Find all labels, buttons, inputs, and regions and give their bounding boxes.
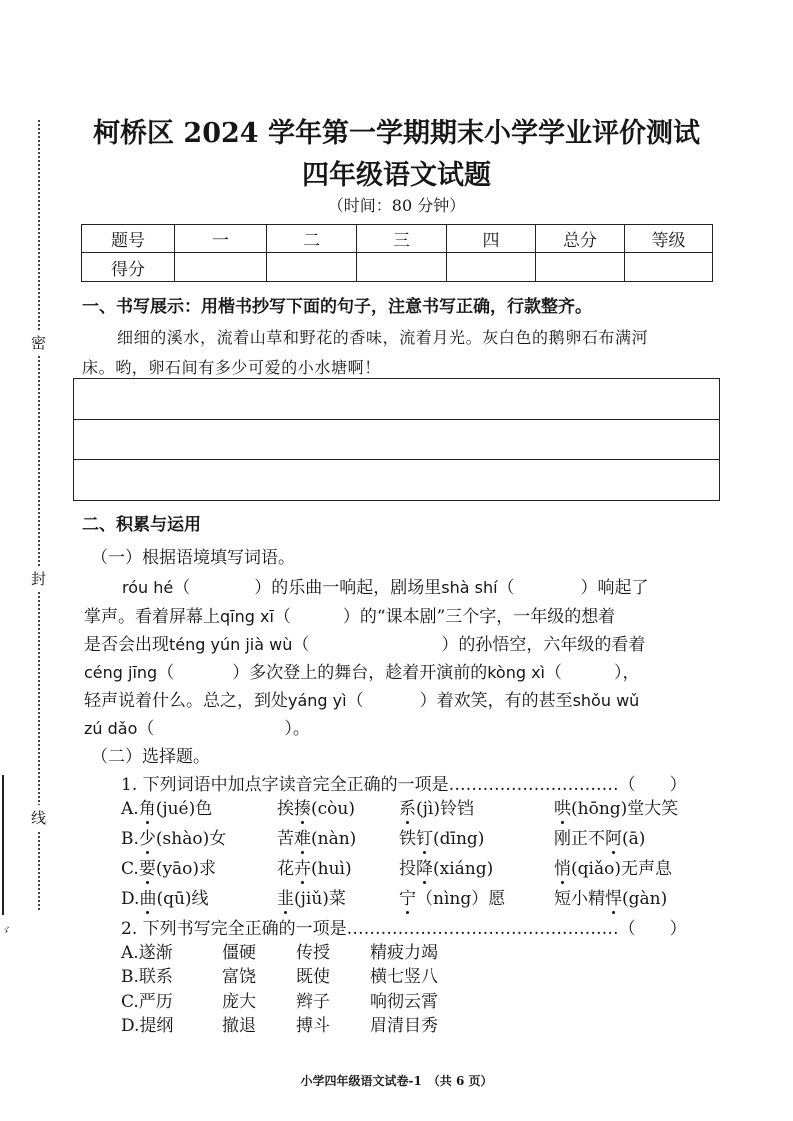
pinyin: qīng xī xyxy=(220,607,274,626)
dotted-char: 要 xyxy=(139,854,156,879)
score-header-cell: 二 xyxy=(267,225,357,253)
score-header-cell: 四 xyxy=(447,225,536,253)
q1-option-word: 短小精悍(gàn) xyxy=(554,884,667,909)
passage-line: 床。哟，卵石间有多少可爱的小水塘啊！ xyxy=(82,358,381,377)
pinyin: róu hé xyxy=(122,578,174,597)
score-header-row xyxy=(82,225,713,253)
score-cell[interactable] xyxy=(447,253,536,282)
score-row-label: 得分 xyxy=(82,253,175,282)
score-header-cell: 等级 xyxy=(625,225,713,253)
pinyin: shà shí xyxy=(441,578,498,597)
fill-line: 轻声说着什么。总之，到处yáng yì（ ）着欢笑，有的甚至shǒu wǔ xyxy=(84,691,640,711)
dotted-char: 降 xyxy=(416,854,433,879)
dotted-char: 难 xyxy=(294,824,311,849)
q1-option-word: 宁（nìng）愿 xyxy=(399,884,505,909)
fill-line: céng jīng（ ）多次登上的舞台，趁着开演前的kòng xì（ ）， xyxy=(84,663,640,683)
q2-word: 眉清目秀 xyxy=(370,1016,438,1036)
q2-word: 庞大 xyxy=(222,992,256,1012)
part2-heading: 二、积累与运用 xyxy=(82,515,201,535)
score-table xyxy=(81,224,713,282)
edge-bar xyxy=(2,775,4,915)
question-1-stem: 1. 下列词语中加点字读音完全正确的一项是…………………………（ ） xyxy=(121,775,687,795)
pinyin: céng jīng xyxy=(84,663,158,682)
score-value-row xyxy=(82,253,713,282)
dotted-char: 韭 xyxy=(277,884,294,909)
writing-line xyxy=(74,419,719,420)
q1-option-word: 刚正不阿(ā) xyxy=(554,824,645,849)
q2-option-d[interactable]: D.提纲 xyxy=(121,1016,174,1036)
q2-word: 传授 xyxy=(296,943,330,963)
dotted-char: 悄 xyxy=(554,854,571,879)
score-cell[interactable] xyxy=(357,253,447,282)
fill-line: zú dǎo（ ）。 xyxy=(84,719,310,739)
q1-option-word: 系(jì)铃铛 xyxy=(399,794,474,819)
q2-word: 响彻云霄 xyxy=(370,992,438,1012)
pinyin: shǒu wǔ xyxy=(572,691,640,710)
exam-title: 柯桥区 2024 学年第一学期期末小学学业评价测试 xyxy=(93,118,700,149)
copy-writing-area[interactable] xyxy=(73,378,720,501)
sub-heading-fill: （一）根据语境填写词语。 xyxy=(91,548,295,568)
part1-heading: 一、书写展示：用楷书抄写下面的句子，注意书写正确，行款整齐。 xyxy=(82,297,592,317)
seal-char-xian: 线 xyxy=(31,805,46,830)
dotted-char: 阿 xyxy=(605,824,622,849)
dotted-char: 角 xyxy=(139,794,156,819)
q2-word: 精疲力竭 xyxy=(370,943,438,963)
q2-word: 辫子 xyxy=(296,992,330,1012)
q2-word: 横七竖八 xyxy=(370,967,438,987)
pinyin: yáng yì xyxy=(288,691,347,710)
q2-word: 富饶 xyxy=(222,967,256,987)
pinyin: téng yún jià wù xyxy=(169,635,293,654)
fill-line: 掌声。看着屏幕上qīng xī（ ）的“课本剧”三个字，一年级的想着 xyxy=(84,607,616,627)
sub-heading-choice: （二）选择题。 xyxy=(91,747,210,767)
q2-option-c[interactable]: C.严历 xyxy=(121,992,173,1012)
edge-mark: ゞ xyxy=(0,924,11,937)
fill-line: 是否会出现téng yún jià wù（ ）的孙悟空，六年级的看着 xyxy=(84,635,646,655)
q1-option-word: 挨揍(còu) xyxy=(277,794,355,819)
dotted-char: 哄 xyxy=(554,794,571,819)
score-header-cell: 总分 xyxy=(536,225,625,253)
q1-option-b[interactable]: B.少(shào)女 xyxy=(121,824,226,849)
binding-dotted-line xyxy=(38,120,40,910)
q2-word: 搏斗 xyxy=(296,1016,330,1036)
pinyin: zú dǎo xyxy=(84,719,138,738)
fill-line: róu hé（ ）的乐曲一响起，剧场里shà shí（ ）响起了 xyxy=(122,578,649,598)
dotted-char: 宁 xyxy=(399,884,416,909)
score-cell[interactable] xyxy=(267,253,357,282)
q2-word: 撤退 xyxy=(222,1016,256,1036)
q1-option-c[interactable]: C.要(yāo)求 xyxy=(121,854,216,879)
q1-option-word: 哄(hōng)堂大笑 xyxy=(554,794,678,819)
dotted-char: 少 xyxy=(139,824,156,849)
seal-char-feng: 封 xyxy=(31,566,46,591)
q2-option-a[interactable]: A.遂渐 xyxy=(121,943,173,963)
q1-option-word: 悄(qiǎo)无声息 xyxy=(554,854,672,879)
dotted-char: 钉 xyxy=(416,824,433,849)
question-2-stem: 2. 下列书写完全正确的一项是…………………………………………（ ） xyxy=(121,919,687,939)
q1-option-word: 花卉(huì) xyxy=(277,854,352,879)
dotted-char: 曲 xyxy=(139,884,156,909)
dotted-char: 揍 xyxy=(294,794,311,819)
score-header-cell: 题号 xyxy=(82,225,175,253)
score-cell[interactable] xyxy=(536,253,625,282)
pinyin: kòng xì xyxy=(487,663,545,682)
q1-option-word: 投降(xiáng) xyxy=(399,854,493,879)
q2-option-b[interactable]: B.联系 xyxy=(121,967,173,987)
dotted-char: 悍 xyxy=(605,884,622,909)
q1-option-d[interactable]: D.曲(qū)线 xyxy=(121,884,209,909)
writing-line xyxy=(74,459,719,460)
q2-word: 僵硬 xyxy=(222,943,256,963)
score-cell[interactable] xyxy=(175,253,267,282)
dotted-char: 系 xyxy=(399,794,416,819)
q2-word: 既使 xyxy=(296,967,330,987)
exam-subtitle: 四年级语文试题 xyxy=(302,160,491,191)
passage-line: 细细的溪水，流着山草和野花的香味，流着月光。灰白色的鹅卵石布满河 xyxy=(117,328,649,347)
score-header-cell: 三 xyxy=(357,225,447,253)
q1-option-word: 韭(jiǔ)菜 xyxy=(277,884,346,909)
exam-time: （时间：80 分钟） xyxy=(327,196,466,215)
score-cell[interactable] xyxy=(625,253,713,282)
q1-option-word: 苦难(nàn) xyxy=(277,824,356,849)
score-header-cell: 一 xyxy=(175,225,267,253)
page-footer: 小学四年级语文试卷-1 （共 6 页） xyxy=(300,1074,493,1088)
seal-char-mi: 密 xyxy=(31,330,46,355)
q1-option-word: 铁钉(dīng) xyxy=(399,824,484,849)
dotted-char: 卉 xyxy=(294,854,311,879)
q1-option-a[interactable]: A.角(jué)色 xyxy=(121,794,212,819)
